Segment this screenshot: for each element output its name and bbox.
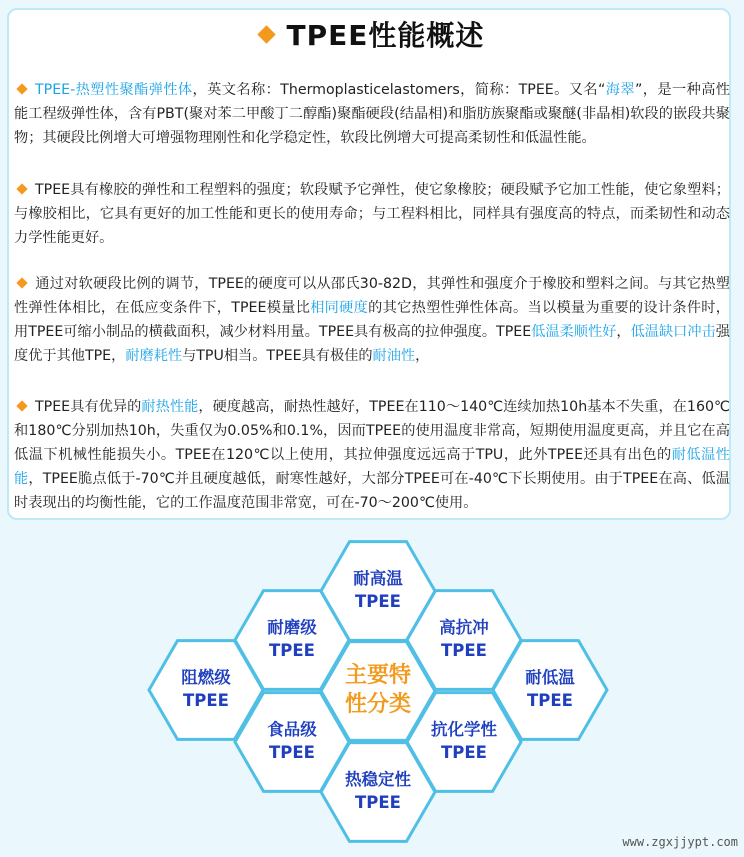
- hexagon-material: TPEE: [355, 793, 401, 812]
- paragraph-text: 通过对软硬段比例的调节，TPEE的硬度可以从邵氏30-82D，其弹性和强度介于橡胶和塑料之间。与其它热塑性弹性体相比，在低应变条件下，TPEE模量比: [14, 276, 730, 316]
- hexagon-material: TPEE: [355, 592, 401, 611]
- hexagon-label: [151, 666, 261, 712]
- center-line-1: 主要特: [344, 663, 411, 688]
- highlight-text: TPEE-热塑性聚酯弹性体: [35, 82, 193, 98]
- paragraph-text: TPEE具有优异的: [35, 399, 142, 415]
- hexagon-label: [409, 616, 519, 662]
- highlight-text: 耐油性: [372, 348, 416, 364]
- hexagon-category: 耐低温: [525, 668, 575, 687]
- highlight-text: 耐热性能: [141, 399, 199, 415]
- center-label: [323, 661, 433, 719]
- watermark: www.zgxjjypt.com: [622, 835, 738, 849]
- hexagon-material: TPEE: [527, 691, 573, 710]
- highlight-text: 相同硬度: [310, 300, 369, 316]
- paragraph-text: ，硬度越高，耐热性越好，TPEE在110～140℃连续加热10h基本不失重，在160℃和180℃分别加热10h，失重仅为0.05%和0.1%，因而TPEE的使用温度非常高，短期使用温度更高，并且它在高低温下机械性能损失小。TPEE在120℃以上使用，其拉伸强度远远高于TPU，此外TPEE还具有出色的: [14, 399, 730, 463]
- hexagon-label: [323, 768, 433, 814]
- hexagon-label: [237, 718, 347, 764]
- hexagon-material: TPEE: [441, 743, 487, 762]
- title-text: TPEE性能概述: [286, 19, 485, 52]
- center-line-2: 性分类: [344, 692, 411, 717]
- hexagon-label: [495, 666, 605, 712]
- highlight-text: 耐磨耗性: [125, 348, 183, 364]
- highlight-text: 耐低温性能: [14, 447, 730, 487]
- hexagon-category: 热稳定性: [345, 770, 411, 789]
- paragraph-text: ”，是一种高性能工程级弹性体，含有PBT(聚对苯二甲酸丁二醇酯)聚酯硬段(结晶相)和脂肪族聚酯或聚醚(非晶相)软段的嵌段共聚物；其硬段比例增大可增强物理刚性和化学稳定性，软段比例增大可提高柔韧性和低温性能。: [14, 82, 730, 146]
- highlight-text: 海翠: [605, 82, 635, 98]
- paragraph-text: ，: [415, 348, 430, 364]
- hexagon-category: 耐磨级: [267, 618, 317, 637]
- hexagon-label: [237, 616, 347, 662]
- paragraph-text: TPEE具有橡胶的弹性和工程塑料的强度；软段赋予它弹性，使它象橡胶；硬段赋予它加工性能，使它象塑料；与橡胶相比，它具有更好的加工性能和更长的使用寿命；与工程料相比，同样具有强度高的特点，而柔韧性和动态力学性能更好。: [14, 182, 730, 246]
- hexagon-material: TPEE: [183, 691, 229, 710]
- hexagon-material: TPEE: [269, 743, 315, 762]
- hexagon-material: TPEE: [441, 641, 487, 660]
- hexagon-label: [323, 567, 433, 613]
- paragraph-text: 的其它热塑性弹性体高。当以模量为重要的设计条件时，用TPEE可缩小制品的横截面积，减少材料用量。TPEE具有极高的拉伸强度。TPEE: [14, 300, 730, 340]
- hexagon-material: TPEE: [269, 641, 315, 660]
- hexagon-category: 阻燃级: [181, 668, 231, 687]
- paragraph-text: 与TPU相当。TPEE具有极佳的: [182, 348, 373, 364]
- paragraph-text: ，: [616, 324, 631, 340]
- hexagon-category: 耐高温: [353, 569, 403, 588]
- hexagon-category: 高抗冲: [439, 618, 489, 637]
- hexagon-category: 抗化学性: [431, 720, 497, 739]
- hexagon-label: [409, 718, 519, 764]
- highlight-text: 低温缺口冲击: [630, 324, 716, 340]
- paragraph-text: ，英文名称：Thermoplasticelastomers，简称：TPEE。又名“: [192, 82, 606, 98]
- paragraph-text: 强度优于其他TPE，: [14, 324, 730, 364]
- highlight-text: 低温柔顺性好: [531, 324, 617, 340]
- paragraph-text: ，TPEE脆点低于-70℃并且硬度越低，耐寒性越好，大部分TPEE可在-40℃下长期使用。由于TPEE在高、低温时表现出的均衡性能，它的工作温度范围非常宽，可在-70～200℃使用。: [14, 471, 730, 511]
- hexagon-category: 食品级: [267, 720, 317, 739]
